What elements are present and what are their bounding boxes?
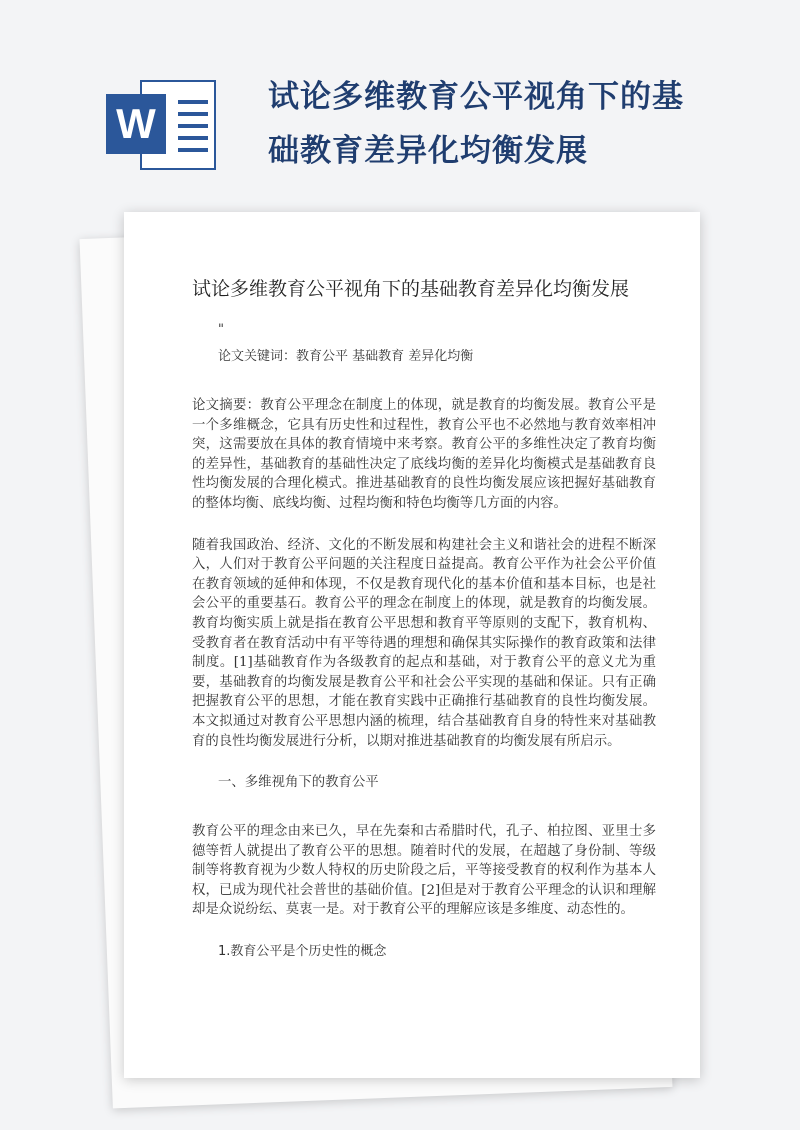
quote-mark: " [218,322,224,337]
document-title: 试论多维教育公平视角下的基础教育差异化均衡发展 [192,278,630,300]
word-document-icon [106,74,216,174]
document-page [124,212,700,1078]
word-logo-badge: W [106,94,166,154]
keywords-line: 论文关键词：教育公平 基础教育 差异化均衡 [218,349,474,364]
abstract-paragraph: 论文摘要：教育公平理念在制度上的体现，就是教育的均衡发展。教育公平是一个多维概念，它具有历史性和过程性，教育公平也不必然地与教育效率相冲突，这需要放在具体的教育情境中来考察。教育公平的多维性决定了教育均衡的差异性，基础教育的基础性决定了底线均衡的差异化均衡模式是基础教育良性均衡发展的合理化模式。推进基础教育的良性均衡发展应该把握好基础教育的整体均衡、底线均衡、过程均衡和特色均衡等几方面的内容。 [192,398,656,511]
subsection-heading: 1.教育公平是个历史性的概念 [218,944,387,960]
intro-paragraph: 随着我国政治、经济、文化的不断发展和构建社会主义和谐社会的进程不断深入，人们对于教育公平问题的关注程度日益提高。教育公平作为社会公平价值在教育领域的延伸和体现，不仅是教育现代化的基本价值和基本目标，也是社会公平的重要基石。教育公平的理念在制度上的体现，就是教育的均衡发展。教育均衡实质上就是指在教育公平思想和教育平等原则的支配下，教育机构、受教育者在教育活动中有平等待遇的理想和确保其实际操作的教育政策和法律制度。[1]基础教育作为各级教育的起点和基础，对于教育公平的意义尤为重要，基础教育的均衡发展是教育公平和社会公平实现的基础和保证。只有正确把握教育公平的思想，才能在教育实践中正确推行基础教育的良性均衡发展。本文拟通过对教育公平思想内涵的梳理，结合基础教育自身的特性来对基础教育的良性均衡发展进行分析，以期对推进基础教育的均衡发展有所启示。 [192,537,656,749]
page-title: 试论多维教育公平视角下的基础教育差异化均衡发展 [268,79,684,169]
page-header [0,0,800,200]
section-heading: 一、多维视角下的教育公平 [218,775,379,791]
section-paragraph: 教育公平的理念由来已久，早在先秦和古希腊时代，孔子、柏拉图、亚里士多德等哲人就提出了教育公平的思想。随着时代的发展，在超越了身份制、等级制等将教育视为少数人特权的历史阶段之后，平等接受教育的权利作为基本人权，已成为现代社会普世的基础价值。[2]但是对于教育公平理念的认识和理解却是众说纷纭、莫衷一是。对于教育公平的理解应该是多维度、动态性的。 [192,824,656,918]
